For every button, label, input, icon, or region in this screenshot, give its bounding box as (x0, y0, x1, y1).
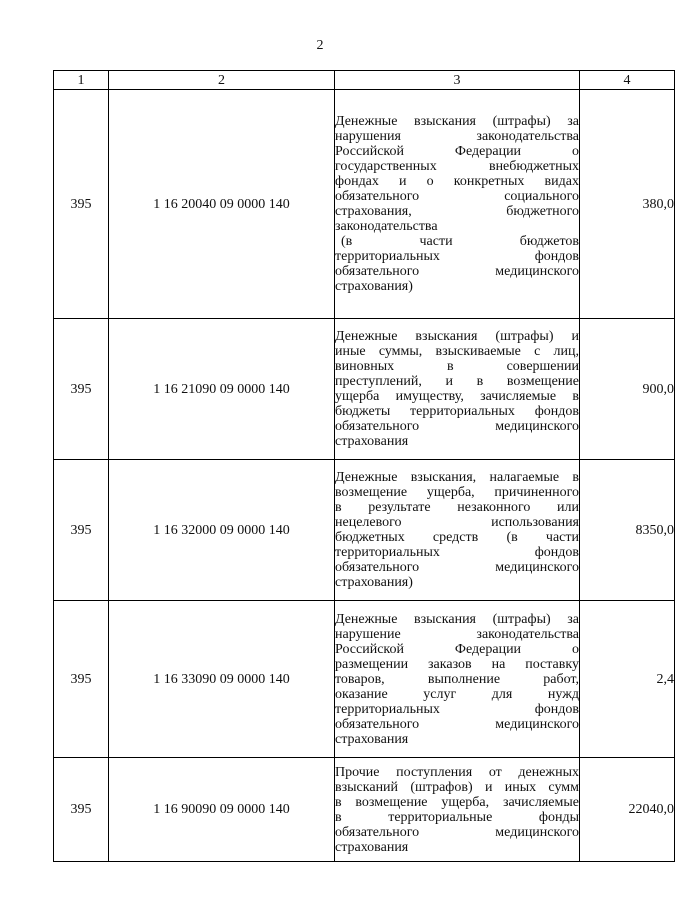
description-line: государственных внебюджетных (335, 159, 579, 174)
description-line: бюджеты территориальных фондов (335, 404, 579, 419)
description-line: территориальных фондов (335, 545, 579, 560)
description-cell (335, 460, 580, 601)
description-line: фондах и о конкретных видах (335, 174, 579, 189)
description-line: страхования (335, 434, 409, 449)
amount-cell: 900,0 (580, 319, 675, 460)
amount-cell: 2,4 (580, 601, 675, 758)
description-line: Денежные взыскания (штрафы) и (335, 329, 579, 344)
description-line: нецелевого использования (335, 515, 579, 530)
description-line: преступлений, и в возмещение (335, 374, 579, 389)
description-line: обязательного социального (335, 189, 579, 204)
description-cell (335, 90, 580, 319)
description-line: размещении заказов на поставку (335, 656, 579, 672)
budget-code-cell: 1 16 90090 09 0000 140 (109, 758, 335, 862)
description-line: нарушения законодательства (335, 129, 579, 144)
description-line: обязательного медицинского (335, 264, 579, 279)
table-row (54, 758, 675, 862)
description-line: возмещение ущерба, причиненного (335, 485, 579, 500)
description-line: Российской Федерации о (335, 641, 579, 657)
table-row (54, 460, 675, 601)
description-line: Прочие поступления от денежных (335, 764, 579, 780)
description-line: обязательного медицинского (335, 716, 579, 732)
budget-code-cell: 1 16 32000 09 0000 140 (109, 460, 335, 601)
table-body (54, 90, 675, 862)
description-line: страхования, бюджетного (335, 204, 579, 219)
description-line: обязательного медицинского (335, 824, 579, 840)
description-cell (335, 601, 580, 758)
description-line: страхования (335, 839, 409, 855)
amount-cell: 8350,0 (580, 460, 675, 601)
description-line: Денежные взыскания, налагаемые в (335, 470, 579, 485)
budget-code-cell: 1 16 21090 09 0000 140 (109, 319, 335, 460)
admin-code-cell: 395 (54, 90, 109, 319)
description-line: нарушение законодательства (335, 626, 579, 642)
description-line: товаров, выполнение работ, (335, 671, 579, 687)
description-line: обязательного медицинского (335, 419, 579, 434)
header-col-3: 3 (335, 71, 580, 90)
description-line: Денежные взыскания (штрафы) за (335, 611, 579, 627)
description-line: оказание услуг для нужд (335, 686, 579, 702)
admin-code-cell: 395 (54, 319, 109, 460)
description-line: виновных в совершении (335, 359, 579, 374)
description-line: страхования (335, 731, 409, 747)
table-row (54, 90, 675, 319)
budget-code-cell: 1 16 33090 09 0000 140 (109, 601, 335, 758)
admin-code-cell: 395 (54, 460, 109, 601)
description-line: в возмещение ущерба, зачисляемые (335, 794, 579, 810)
table-header (54, 71, 675, 90)
amount-cell: 380,0 (580, 90, 675, 319)
admin-code-cell: 395 (54, 601, 109, 758)
amount-cell: 22040,0 (580, 758, 675, 862)
description-line: в результате незаконного или (335, 500, 579, 515)
description-cell (335, 758, 580, 862)
description-line: в территориальные фонды (335, 809, 579, 825)
header-col-2: 2 (109, 71, 335, 90)
description-line: территориальных фондов (335, 249, 579, 264)
description-line: законодательства (335, 219, 438, 234)
description-cell (335, 319, 580, 460)
description-line: страхования) (335, 279, 413, 294)
description-line: иные суммы, взыскиваемые с лиц, (335, 344, 579, 359)
table-row (54, 319, 675, 460)
admin-code-cell: 395 (54, 758, 109, 862)
revenue-table (53, 70, 675, 862)
description-line: страхования) (335, 575, 413, 590)
header-row (54, 71, 675, 90)
description-line: ущерба имуществу, зачисляемые в (335, 389, 579, 404)
description-line: взысканий (штрафов) и иных сумм (335, 779, 579, 795)
budget-code-cell: 1 16 20040 09 0000 140 (109, 90, 335, 319)
header-col-4: 4 (580, 71, 675, 90)
description-line: (в части бюджетов (341, 234, 579, 249)
description-line: Денежные взыскания (штрафы) за (335, 114, 579, 129)
page-number: 2 (316, 38, 324, 53)
description-line: бюджетных средств (в части (335, 530, 579, 545)
header-col-1: 1 (54, 71, 109, 90)
description-line: обязательного медицинского (335, 560, 579, 575)
table-row (54, 601, 675, 758)
description-line: территориальных фондов (335, 701, 579, 717)
description-line: Российской Федерации о (335, 144, 579, 159)
